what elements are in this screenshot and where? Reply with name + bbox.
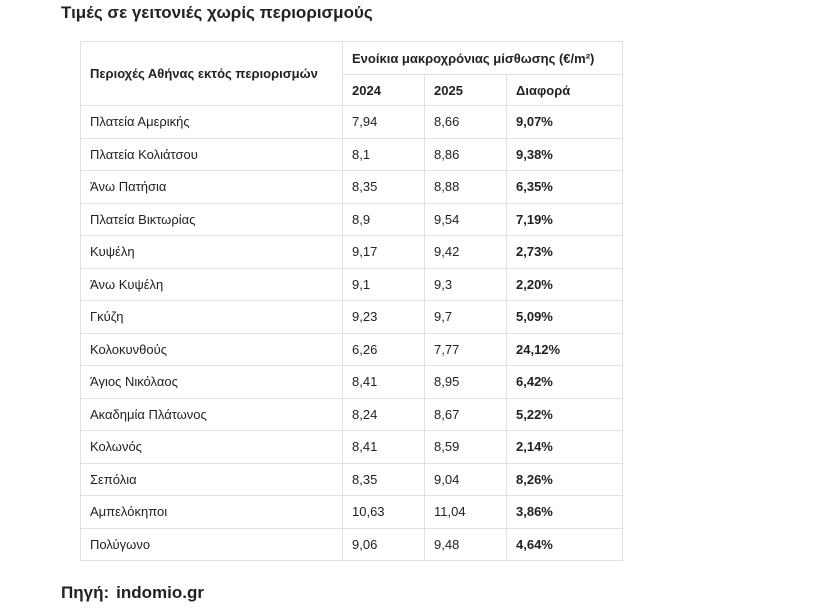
value-2024-cell: 9,17 — [343, 236, 425, 269]
value-2025-cell: 9,04 — [425, 463, 507, 496]
area-cell: Ακαδημία Πλάτωνος — [81, 398, 343, 431]
difference-cell: 2,20% — [507, 268, 623, 301]
table-row — [81, 431, 623, 464]
difference-cell: 9,07% — [507, 106, 623, 139]
difference-cell: 5,09% — [507, 301, 623, 334]
value-2024-cell: 8,1 — [343, 138, 425, 171]
value-2024-cell: 8,41 — [343, 431, 425, 464]
value-2024-cell: 8,35 — [343, 463, 425, 496]
difference-header: Διαφορά — [507, 75, 623, 106]
area-cell: Σεπόλια — [81, 463, 343, 496]
area-cell: Πλατεία Κολιάτσου — [81, 138, 343, 171]
table-row — [81, 398, 623, 431]
value-2024-cell: 9,23 — [343, 301, 425, 334]
value-2025-cell: 9,48 — [425, 528, 507, 561]
value-2025-cell: 9,3 — [425, 268, 507, 301]
value-2025-cell: 8,88 — [425, 171, 507, 204]
value-2025-cell: 8,67 — [425, 398, 507, 431]
area-column-header: Περιοχές Αθήνας εκτός περιορισμών — [81, 42, 343, 106]
value-2024-cell: 8,35 — [343, 171, 425, 204]
year-2024-header: 2024 — [343, 75, 425, 106]
area-cell: Γκύζη — [81, 301, 343, 334]
value-2025-cell: 9,7 — [425, 301, 507, 334]
value-2024-cell: 9,1 — [343, 268, 425, 301]
area-cell: Πλατεία Αμερικής — [81, 106, 343, 139]
table-body — [81, 106, 623, 561]
table-row — [81, 171, 623, 204]
value-2025-cell: 8,95 — [425, 366, 507, 399]
table-row — [81, 203, 623, 236]
table-row — [81, 333, 623, 366]
value-2024-cell: 9,06 — [343, 528, 425, 561]
header-row-group — [81, 42, 623, 75]
rent-table — [80, 41, 623, 561]
area-cell: Άγιος Νικόλαος — [81, 366, 343, 399]
difference-cell: 6,35% — [507, 171, 623, 204]
value-2025-cell: 9,42 — [425, 236, 507, 269]
table-row — [81, 138, 623, 171]
area-cell: Πολύγωνο — [81, 528, 343, 561]
area-cell: Άνω Κυψέλη — [81, 268, 343, 301]
area-cell: Αμπελόκηποι — [81, 496, 343, 529]
value-2024-cell: 6,26 — [343, 333, 425, 366]
difference-cell: 6,42% — [507, 366, 623, 399]
area-cell: Κολωνός — [81, 431, 343, 464]
difference-cell: 3,86% — [507, 496, 623, 529]
difference-cell: 8,26% — [507, 463, 623, 496]
value-2025-cell: 8,66 — [425, 106, 507, 139]
value-2024-cell: 7,94 — [343, 106, 425, 139]
area-cell: Πλατεία Βικτωρίας — [81, 203, 343, 236]
page-title: Τιμές σε γειτονιές χωρίς περιορισμούς — [61, 3, 373, 22]
table-row — [81, 106, 623, 139]
value-2025-cell: 11,04 — [425, 496, 507, 529]
rent-group-header — [343, 42, 623, 75]
year-2025-header: 2025 — [425, 75, 507, 106]
table-row — [81, 463, 623, 496]
table-row — [81, 528, 623, 561]
area-cell: Κυψέλη — [81, 236, 343, 269]
value-2025-cell: 9,54 — [425, 203, 507, 236]
value-2024-cell: 8,9 — [343, 203, 425, 236]
table-header — [81, 42, 623, 106]
value-2025-cell: 8,59 — [425, 431, 507, 464]
table-row — [81, 366, 623, 399]
area-cell: Κολοκυνθούς — [81, 333, 343, 366]
table-row — [81, 268, 623, 301]
table-row — [81, 301, 623, 334]
table-row — [81, 496, 623, 529]
difference-cell: 2,73% — [507, 236, 623, 269]
difference-cell: 9,38% — [507, 138, 623, 171]
area-cell: Άνω Πατήσια — [81, 171, 343, 204]
value-2025-cell: 7,77 — [425, 333, 507, 366]
difference-cell: 2,14% — [507, 431, 623, 464]
value-2025-cell: 8,86 — [425, 138, 507, 171]
source-label: Πηγή: — [61, 583, 110, 602]
rent-group-header-text: Ενοίκια μακροχρόνιας μίσθωσης (€/m²) — [352, 50, 595, 66]
value-2024-cell: 10,63 — [343, 496, 425, 529]
difference-cell: 24,12% — [507, 333, 623, 366]
difference-cell: 5,22% — [507, 398, 623, 431]
value-2024-cell: 8,24 — [343, 398, 425, 431]
table-row — [81, 236, 623, 269]
difference-cell: 7,19% — [507, 203, 623, 236]
value-2024-cell: 8,41 — [343, 366, 425, 399]
source-value: indomio.gr — [116, 583, 204, 602]
difference-cell: 4,64% — [507, 528, 623, 561]
source-line — [61, 583, 204, 603]
